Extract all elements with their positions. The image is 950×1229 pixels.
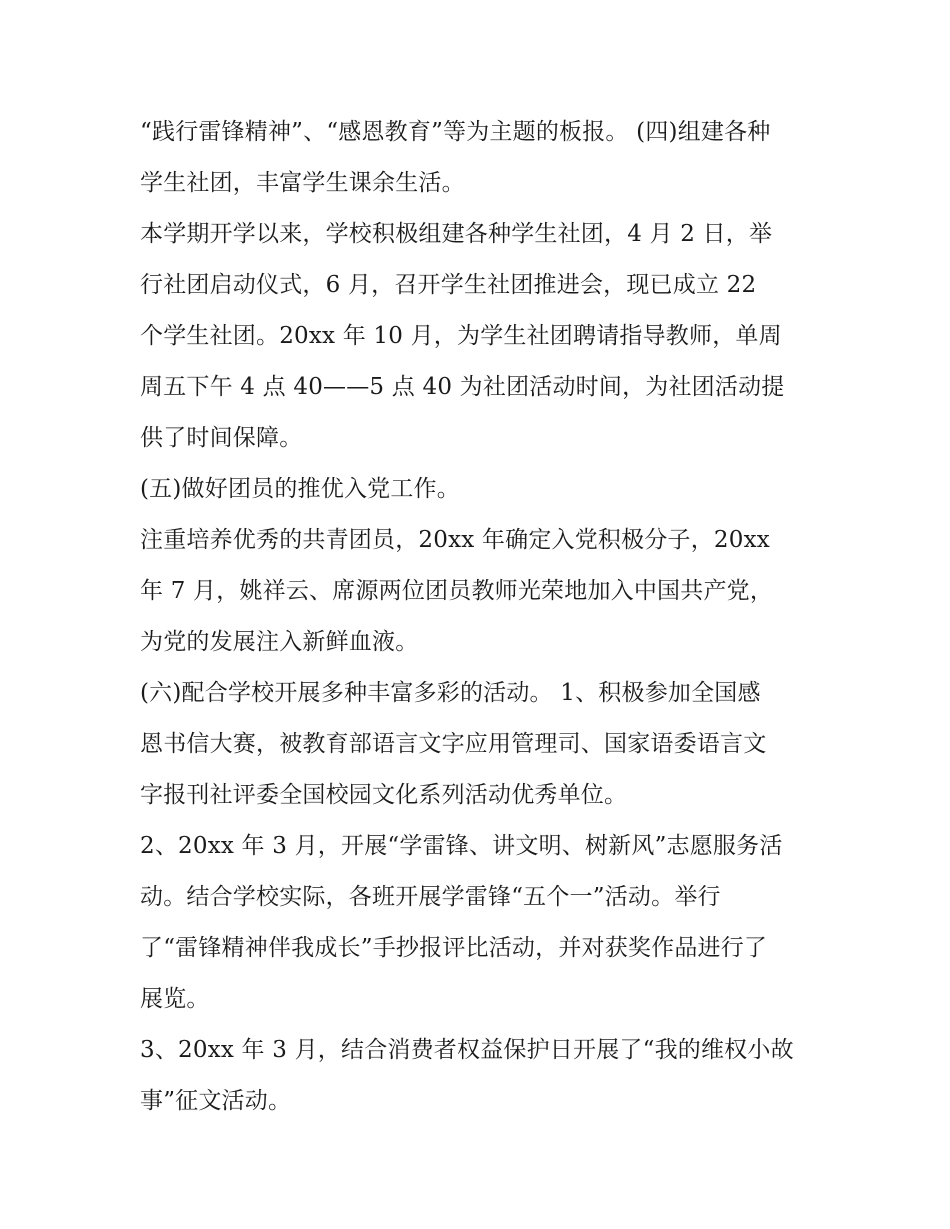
text-line: 注重培养优秀的共青团员，20xx 年确定入党积极分子，20xx <box>140 527 770 553</box>
text-line: 个学生社团。20xx 年 10 月，为学生社团聘请指导教师，单周 <box>140 323 782 349</box>
text-line: 事”征文活动。 <box>140 1088 292 1114</box>
section-heading: (五)做好团员的推优入党工作。 <box>140 476 460 502</box>
text-line: 动。结合学校实际，各班开展学雷锋“五个一”活动。举行 <box>140 884 721 910</box>
text-line: 字报刊社评委全国校园文化系列活动优秀单位。 <box>140 782 628 808</box>
text-line: 周五下午 4 点 40——5 点 40 为社团活动时间，为社团活动提 <box>140 374 785 400</box>
text-line: 供了时间保障。 <box>140 425 303 451</box>
text-line: 年 7 月，姚祥云、席源两位团员教师光荣地加入中国共产党， <box>140 578 774 604</box>
text-line: 学生社团，丰富学生课余生活。 <box>140 170 465 196</box>
text-line: 恩书信大赛，被教育部语言文字应用管理司、国家语委语言文 <box>140 731 767 757</box>
section-heading: (六)配合学校开展多种丰富多彩的活动。 1、积极参加全国感 <box>140 680 761 706</box>
text-line: 为党的发展注入新鲜血液。 <box>140 629 419 655</box>
text-line: 行社团启动仪式，6 月，召开学生社团推进会，现已成立 22 <box>140 272 757 298</box>
text-line: 3、20xx 年 3 月，结合消费者权益保护日开展了“我的维权小故 <box>140 1037 794 1063</box>
text-line: 展览。 <box>140 986 210 1012</box>
text-line: 2、20xx 年 3 月，开展“学雷锋、讲文明、树新风”志愿服务活 <box>140 833 783 859</box>
document-body <box>140 110 830 1130</box>
text-line: “践行雷锋精神”、“感恩教育”等为主题的板报。 (四)组建各种 <box>140 119 771 145</box>
text-line: 了“雷锋精神伴我成长”手抄报评比活动，并对获奖作品进行了 <box>140 935 768 961</box>
text-line: 本学期开学以来，学校积极组建各种学生社团，4 月 2 日，举 <box>140 221 773 247</box>
